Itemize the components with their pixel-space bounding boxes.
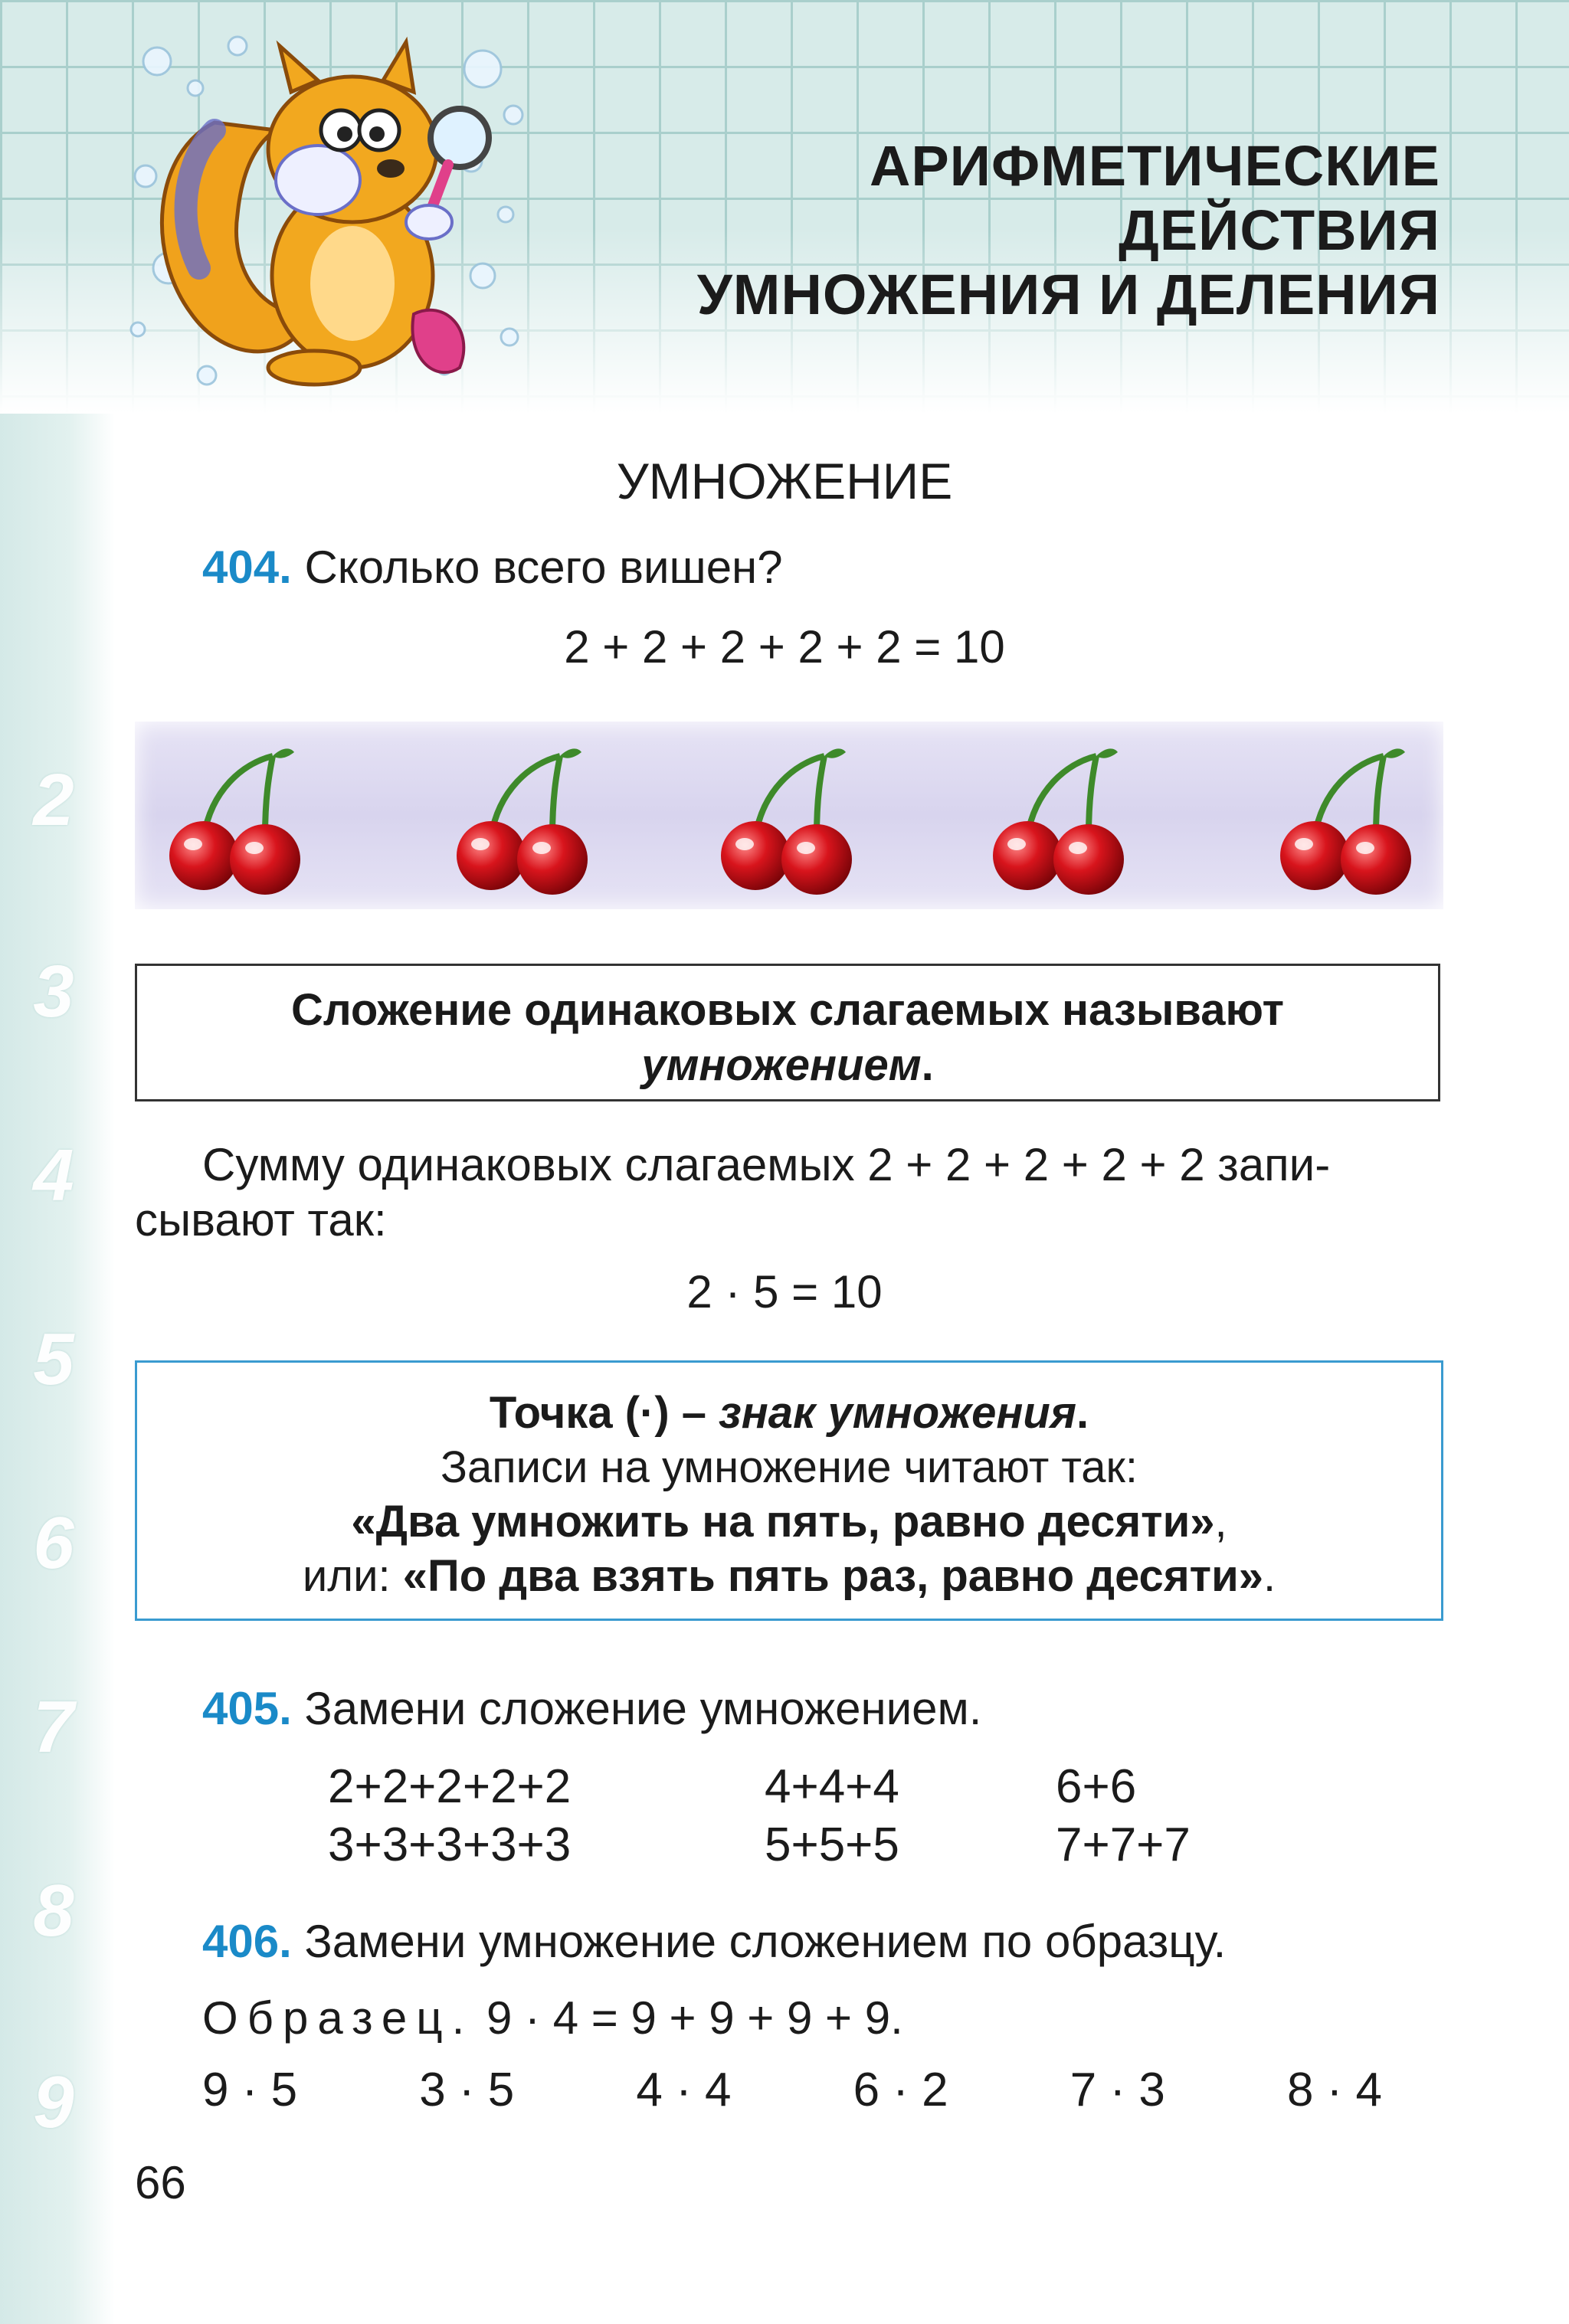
task-404 [202, 541, 783, 594]
task-406 [202, 1915, 1226, 1968]
product-equation: 2 · 5 = 10 [686, 1266, 883, 1317]
dot-sign-label: Точка (·) – [489, 1388, 707, 1438]
definition-end: . [921, 1040, 934, 1090]
explanation-paragraph [135, 1137, 1440, 1248]
chapter-title-line2: УМНОЖЕНИЯ И ДЕЛЕНИЯ [696, 263, 1440, 326]
side-number: 5 [33, 1318, 74, 1400]
multiplication-definition-box [135, 964, 1440, 1101]
side-number-strip [0, 414, 115, 2324]
expression: 3+3+3+3+3 [328, 1818, 572, 1871]
task-number: 405. [202, 1683, 292, 1734]
task-406-exercises [202, 2063, 1382, 2117]
sample-label: Образец. [202, 1992, 474, 2044]
expression: 2+2+2+2+2 [328, 1760, 572, 1813]
section-title: УМНОЖЕНИЕ [616, 453, 953, 509]
task-text: Замени сложение умножением. [304, 1683, 982, 1734]
definition-text: Сложение одинаковых слагаемых называют [290, 985, 1285, 1035]
reading-example-2-end: . [1263, 1551, 1276, 1601]
reading-or-prefix: или: [302, 1551, 403, 1601]
page-number: 66 [135, 2157, 186, 2208]
side-number: 7 [33, 1686, 74, 1768]
side-number: 4 [33, 1134, 74, 1216]
reading-intro: Записи на умножение читают так: [440, 1442, 1138, 1492]
exercise: 7 · 3 [1069, 2064, 1165, 2116]
sample-line [202, 1992, 903, 2044]
task-number: 406. [202, 1916, 292, 1967]
side-number: 2 [33, 759, 74, 841]
chapter-title [536, 134, 1440, 327]
exercise: 3 · 5 [419, 2064, 515, 2116]
sample-expression: 9 · 4 = 9 + 9 + 9 + 9. [486, 1992, 903, 2044]
multiplication-sign-box [135, 1360, 1443, 1621]
expression: 6+6 [1056, 1760, 1137, 1813]
exercise: 8 · 4 [1286, 2064, 1382, 2116]
reading-example-2: «По два взять пять раз, равно десяти» [402, 1551, 1263, 1601]
task-405 [202, 1682, 981, 1735]
chapter-title-line1: АРИФМЕТИЧЕСКИЕ ДЕЙСТВИЯ [869, 134, 1440, 262]
expression-row [328, 1758, 1191, 1816]
expression-row [328, 1816, 1191, 1874]
task-404-equation: 2 + 2 + 2 + 2 + 2 = 10 [564, 621, 1005, 673]
task-405-expressions [328, 1758, 1191, 1874]
paragraph-line2: сывают так: [135, 1194, 387, 1245]
definition-term: умножением [641, 1040, 922, 1090]
task-number: 404. [202, 542, 292, 593]
side-number: 8 [33, 1870, 74, 1952]
squirrel-mascot-illustration [123, 23, 536, 398]
reading-example-1: «Два умножить на пять, равно десяти» [351, 1497, 1215, 1547]
expression: 7+7+7 [1056, 1818, 1191, 1871]
exercise: 9 · 5 [202, 2064, 298, 2116]
task-text: Замени умножение сложением по образцу. [304, 1916, 1227, 1967]
expression: 5+5+5 [765, 1818, 899, 1871]
side-number: 6 [33, 1502, 74, 1584]
exercise: 6 · 2 [853, 2064, 948, 2116]
reading-example-1-end: , [1214, 1497, 1227, 1547]
expression: 4+4+4 [765, 1760, 899, 1813]
side-number: 3 [33, 951, 74, 1033]
paragraph-line1: Сумму одинаковых слагаемых 2 + 2 + 2 + 2 + 2 запи- [202, 1139, 1331, 1190]
task-text: Сколько всего вишен? [304, 542, 783, 593]
side-number: 9 [33, 2061, 74, 2143]
exercise: 4 · 4 [636, 2064, 732, 2116]
dot-sign-term: знак умножения [719, 1388, 1076, 1438]
cherries-illustration [135, 722, 1443, 909]
dot-sign-end: . [1076, 1388, 1089, 1438]
